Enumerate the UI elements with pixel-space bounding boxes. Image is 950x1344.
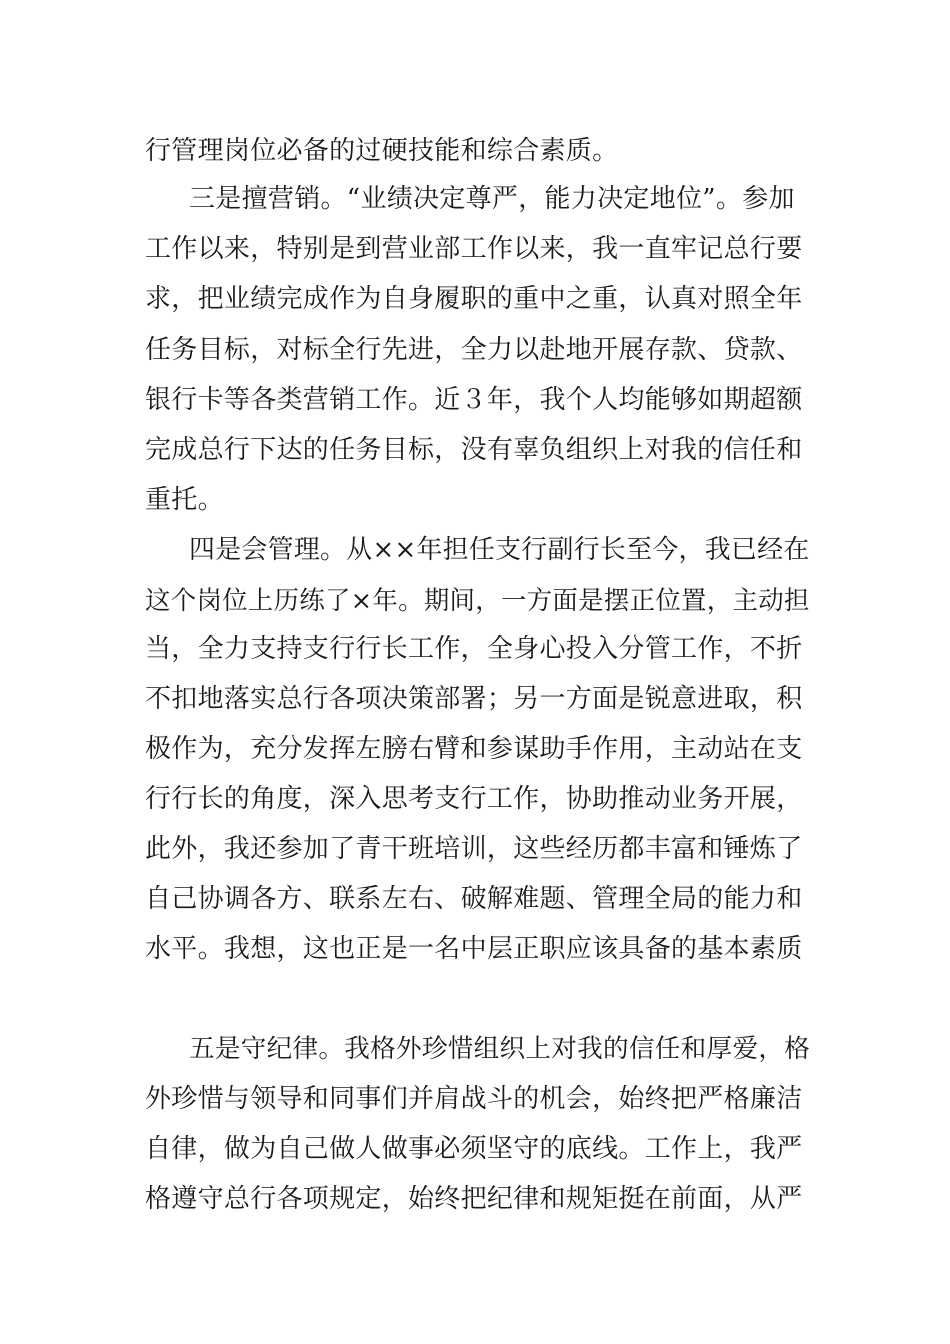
paragraph-4-line-5: 极作为，充分发挥左膀右臂和参谋助手作用，主动站在支 [145, 734, 803, 764]
paragraph-3-line-4: 任务目标，对标全行先进，全力以赴地开展存款、贷款、 [145, 335, 803, 365]
paragraph-3-line-1: 三是擅营销。“业绩决定尊严，能力决定地位”。参加 [189, 184, 795, 214]
paragraph-5-line-4: 格遵守总行各项规定，始终把纪律和规矩挺在前面，从严 [145, 1184, 803, 1214]
paragraph-3-line-2: 工作以来，特别是到营业部工作以来，我一直牢记总行要 [145, 234, 803, 264]
paragraph-5-line-2: 外珍惜与领导和同事们并肩战斗的机会，始终把严格廉洁 [145, 1084, 803, 1114]
paragraph-3-line-5: 银行卡等各类营销工作。近３年，我个人均能够如期超额 [145, 385, 803, 415]
paragraph-4-line-6: 行行长的角度，深入思考支行工作，协助推动业务开展， [145, 784, 803, 814]
paragraph-4-line-3: 当，全力支持支行行长工作，全身心投入分管工作，不折 [145, 634, 803, 664]
paragraph-3-line-3: 求，把业绩完成作为自身履职的重中之重，认真对照全年 [145, 284, 803, 314]
paragraph-4-line-9: 水平。我想，这也正是一名中层正职应该具备的基本素质 [145, 934, 803, 964]
paragraph-4-line-4: 不扣地落实总行各项决策部署；另一方面是锐意进取，积 [145, 684, 803, 714]
paragraph-4-line-7: 此外，我还参加了青干班培训，这些经历都丰富和锤炼了 [145, 834, 803, 864]
paragraph-4-line-2: 这个岗位上历练了×年。期间，一方面是摆正位置，主动担 [145, 585, 810, 615]
text-line-1: 行管理岗位必备的过硬技能和综合素质。 [145, 136, 619, 166]
paragraph-4-line-8: 自己协调各方、联系左右、破解难题、管理全局的能力和 [145, 884, 803, 914]
paragraph-4-line-1: 四是会管理。从××年担任支行副行长至今，我已经在 [189, 535, 810, 565]
paragraph-5-line-1: 五是守纪律。我格外珍惜组织上对我的信任和厚爱，格 [189, 1034, 811, 1064]
paragraph-3-line-6: 完成总行下达的任务目标，没有辜负组织上对我的信任和 [145, 435, 803, 465]
paragraph-5-line-3: 自律，做为自己做人做事必须坚守的底线。工作上，我严 [145, 1134, 803, 1164]
paragraph-3-line-7: 重托。 [145, 485, 224, 515]
